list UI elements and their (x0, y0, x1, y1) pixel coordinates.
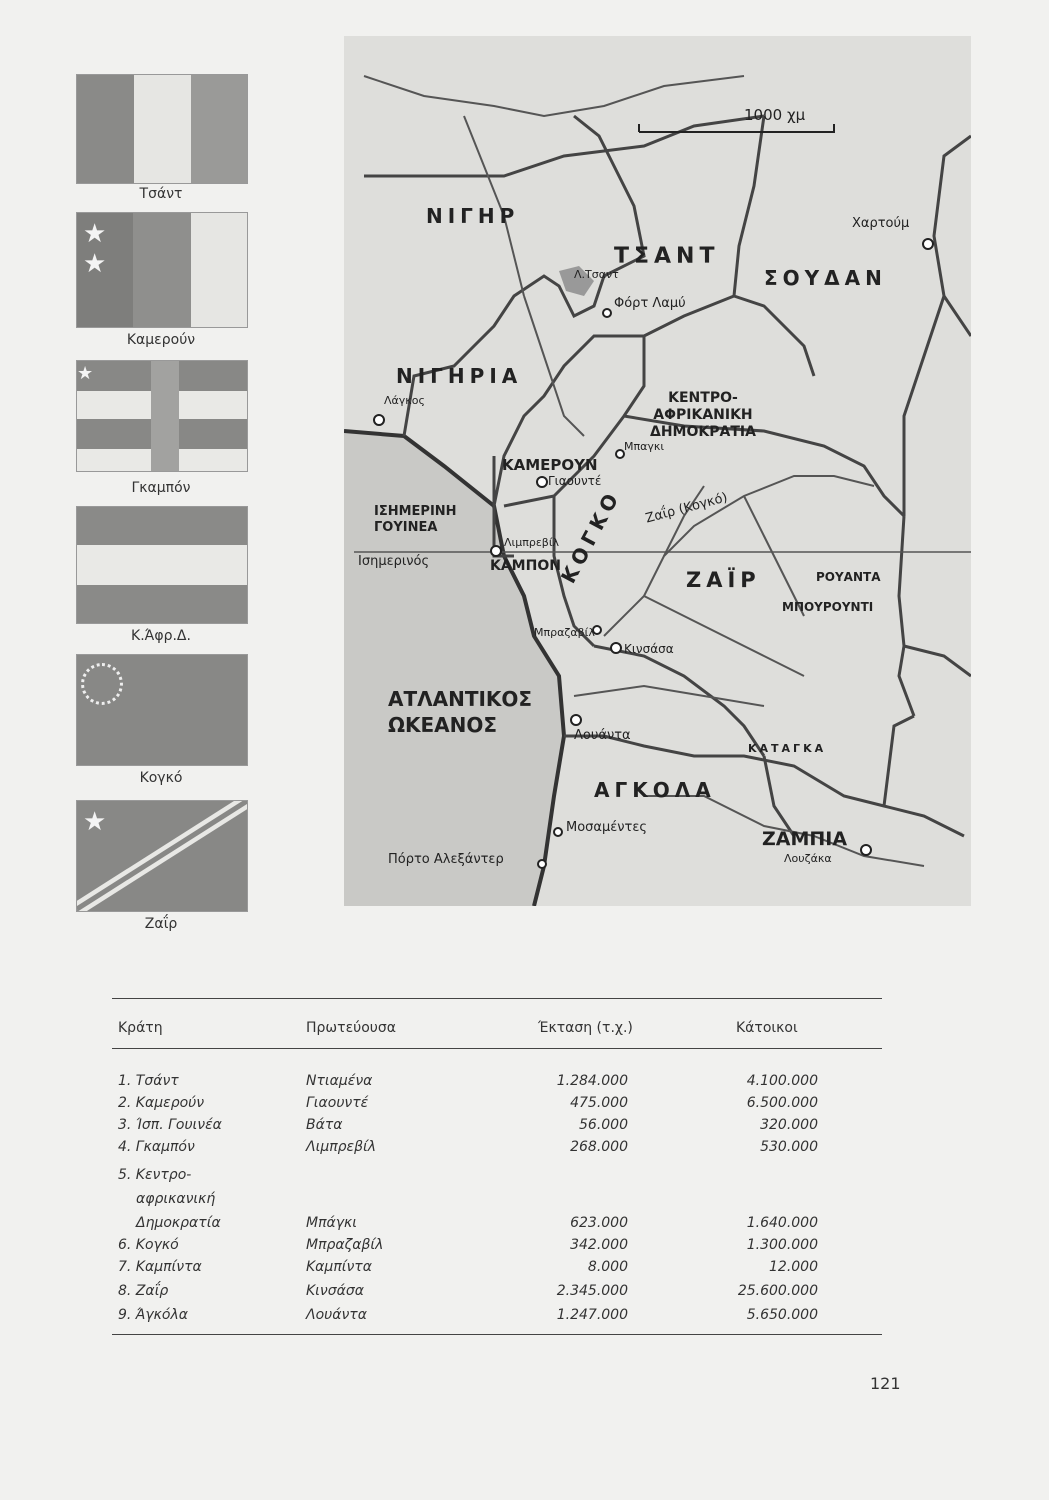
label-kinshasa: Κινσάσα (624, 642, 674, 656)
table-row (118, 1258, 888, 1277)
label-cameroon: ΚΑΜΕΡΟΥΝ (502, 456, 598, 474)
flag-cameroon (76, 212, 248, 328)
label-atlantic-1: ΑΤΛΑΝΤΙΚΟΣ (388, 687, 533, 711)
label-katanga: ΚΑΤΑΓΚΑ (748, 742, 827, 755)
table-row (118, 1138, 888, 1157)
cell-pop: 1.300.000 (746, 1237, 818, 1253)
cell-capital: Κινσάσα (306, 1283, 364, 1299)
cell-area: 268.000 (570, 1139, 628, 1155)
label-eq-guinea-1: ΙΣΗΜΕΡΙΝΗ (374, 504, 457, 519)
label-eq-guinea (374, 504, 457, 536)
label-zambia: ΖΑΜΠΙΑ (762, 828, 848, 850)
cell-state: αφρικανική (136, 1191, 216, 1207)
table-row (118, 1166, 888, 1185)
label-bangui: Μπαγκι (624, 440, 665, 453)
cell-capital: Μπάγκι (306, 1215, 358, 1231)
cell-capital: Μπραζαβίλ (306, 1237, 384, 1253)
label-fort-lamy: Φόρτ Λαμύ (614, 296, 686, 311)
map-scale: 1000 χμ (744, 106, 806, 124)
cell-pop: 5.650.000 (746, 1307, 818, 1323)
map-outlines (344, 36, 971, 906)
wreath-icon (81, 663, 123, 705)
label-sudan: ΣΟΥΔΑΝ (764, 266, 887, 290)
flag-car (76, 506, 248, 624)
star-icon: ★ (83, 807, 107, 837)
cell-state: 7. Καμπίντα (118, 1259, 202, 1275)
label-libreville: Λιμπρεβίλ (504, 536, 560, 549)
flag-label-car: Κ.Άφρ.Δ. (131, 628, 191, 644)
flag-label-gabon: Γκαμπόν (131, 480, 191, 496)
page-number: 121 (870, 1374, 901, 1393)
label-yaounde: Γιαουντέ (548, 474, 602, 488)
label-equator: Ισημερινός (358, 554, 430, 569)
label-burundi: ΜΠΟΥΡΟΥΝΤΙ (782, 600, 874, 614)
label-chad: ΤΣΑΝΤ (614, 244, 720, 269)
label-river-zaire: Ζαΐρ (Κογκό) (644, 490, 730, 527)
label-porto-alexander: Πόρτο Αλεξάντερ (388, 852, 504, 867)
cell-area: 623.000 (570, 1215, 628, 1231)
label-brazzaville: Μπραζαβίλ (534, 626, 595, 639)
flag-label-cameroon: Καμερούν (126, 332, 196, 348)
cell-capital: Βάτα (306, 1117, 343, 1133)
label-lusaka: Λουζάκα (784, 852, 832, 865)
label-eq-guinea-2: ΓΟΥΙΝΕΑ (374, 520, 438, 535)
label-car-3: ΔΗΜΟΚΡΑΤΙΑ (650, 424, 756, 440)
cell-capital: Γιαουντέ (306, 1095, 369, 1111)
label-car (650, 390, 756, 441)
table-header-rule (112, 1048, 882, 1049)
table-row (118, 1214, 888, 1233)
label-khartoum: Χαρτούμ (852, 216, 910, 231)
cell-pop: 25.600.000 (737, 1283, 818, 1299)
label-gabon: ΚΑΜΠΟΝ (490, 558, 561, 574)
label-niger: ΝΙΓΗΡ (426, 204, 520, 228)
label-luanda: Λουάντα (574, 728, 631, 743)
cell-pop: 530.000 (760, 1139, 818, 1155)
flag-label-zaire: Ζαΐρ (144, 916, 178, 932)
flag-label-congo: Κογκό (139, 770, 183, 786)
flag-label-chad: Τσάντ (139, 186, 183, 202)
cell-pop: 12.000 (769, 1259, 818, 1275)
cell-area: 8.000 (587, 1259, 628, 1275)
cell-capital: Ντιαμένα (306, 1073, 373, 1089)
cell-pop: 6.500.000 (746, 1095, 818, 1111)
cell-area: 475.000 (570, 1095, 628, 1111)
cell-state: 8. Ζαΐρ (118, 1283, 169, 1299)
label-rwanda: ΡΟΥΑΝΤΑ (816, 570, 881, 584)
cell-state: 2. Καμερούν (118, 1095, 205, 1111)
table-row (118, 1306, 888, 1325)
cell-pop: 1.640.000 (746, 1215, 818, 1231)
cell-area: 2.345.000 (556, 1283, 628, 1299)
cell-pop: 4.100.000 (746, 1073, 818, 1089)
flag-congo (76, 654, 248, 766)
flag-gabon (76, 360, 248, 472)
header-area: Έκταση (τ.χ.) (538, 1020, 633, 1036)
label-lagos: Λάγκος (384, 394, 425, 407)
cell-state: Δημοκρατία (136, 1215, 221, 1231)
label-car-2: ΑΦΡΙΚΑΝΙΚΗ (653, 407, 753, 423)
label-atlantic (388, 686, 532, 738)
cell-capital: Λιμπρεβίλ (306, 1139, 377, 1155)
star-icon: ★ (83, 219, 107, 249)
central-africa-map (344, 36, 971, 906)
table-bottom-rule (112, 1334, 882, 1335)
header-population: Κάτοικοι (736, 1020, 798, 1036)
cell-state: 3. Ίσπ. Γουινέα (118, 1117, 222, 1133)
cell-state: 1. Τσάντ (118, 1073, 179, 1089)
table-row (118, 1236, 888, 1255)
cell-area: 1.247.000 (556, 1307, 628, 1323)
label-mossamedes: Μοσαμέντες (566, 820, 648, 835)
header-capital: Πρωτεύουσα (306, 1020, 397, 1036)
table-row (118, 1072, 888, 1091)
table-row (118, 1282, 888, 1301)
label-nigeria: ΝΙΓΗΡΙΑ (396, 364, 523, 388)
label-angola: ΑΓΚΟΛΑ (594, 778, 716, 802)
cell-state: 5. Κεντρο- (118, 1167, 192, 1183)
table-row (118, 1094, 888, 1113)
star-icon: ★ (83, 249, 107, 279)
label-car-1: ΚΕΝΤΡΟ- (668, 390, 738, 406)
cell-area: 56.000 (579, 1117, 628, 1133)
flag-chad (76, 74, 248, 184)
cell-area: 342.000 (570, 1237, 628, 1253)
star-icon: ★ (77, 363, 94, 384)
label-lake-chad: Λ.Τσαντ (574, 268, 619, 281)
table-row (118, 1190, 888, 1209)
header-state: Κράτη (118, 1020, 163, 1036)
table-top-rule (112, 998, 882, 999)
label-congo: ΚΟΓΚΟ (556, 485, 626, 588)
flag-zaire (76, 800, 248, 912)
cell-state: 9. Άγκόλα (118, 1307, 188, 1323)
label-zaire: ΖΑΪΡ (686, 568, 761, 592)
cell-state: 4. Γκαμπόν (118, 1139, 195, 1155)
cell-pop: 320.000 (760, 1117, 818, 1133)
table-row (118, 1116, 888, 1135)
label-atlantic-2: ΩΚΕΑΝΟΣ (388, 713, 498, 737)
cell-area: 1.284.000 (556, 1073, 628, 1089)
cell-capital: Λουάντα (306, 1307, 367, 1323)
cell-state: 6. Κογκό (118, 1237, 179, 1253)
cell-capital: Καμπίντα (306, 1259, 372, 1275)
